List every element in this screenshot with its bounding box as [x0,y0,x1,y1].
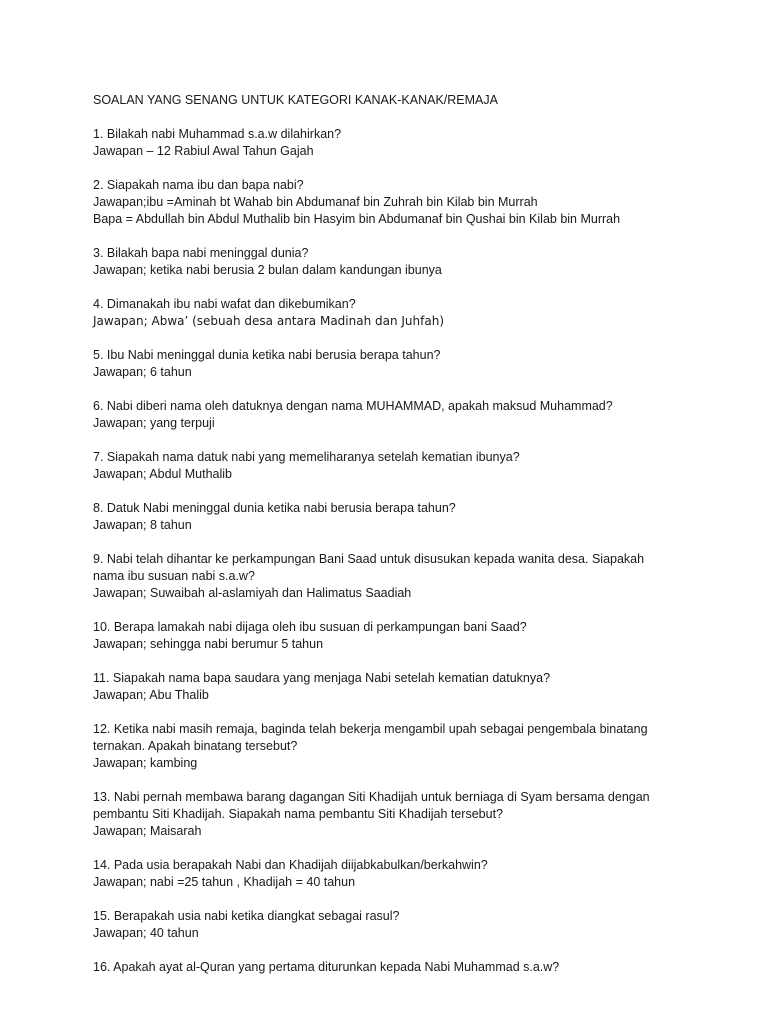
qa-item-7 [93,449,733,483]
question-4: 4. Dimanakah ibu nabi wafat dan dikebumikan? [93,297,356,311]
qa-item-5 [93,347,733,381]
qa-item-13 [93,789,733,840]
question-14: 14. Pada usia berapakah Nabi dan Khadijah diijabkabulkan/berkahwin? [93,858,488,872]
answer-7: Jawapan; Abdul Muthalib [93,467,232,481]
question-13-line-2: pembantu Siti Khadijah. Siapakah nama pembantu Siti Khadijah tersebut? [93,807,503,821]
qa-item-8 [93,500,733,534]
answer-11: Jawapan; Abu Thalib [93,688,209,702]
question-8: 8. Datuk Nabi meninggal dunia ketika nabi berusia berapa tahun? [93,501,456,515]
qa-item-11 [93,670,733,704]
question-10: 10. Berapa lamakah nabi dijaga oleh ibu susuan di perkampungan bani Saad? [93,620,527,634]
question-15: 15. Berapakah usia nabi ketika diangkat sebagai rasul? [93,909,400,923]
question-11: 11. Siapakah nama bapa saudara yang menjaga Nabi setelah kematian datuknya? [93,671,551,685]
answer-15: Jawapan; 40 tahun [93,926,199,940]
question-9-line-1: 9. Nabi telah dihantar ke perkampungan Bani Saad untuk disusukan kepada wanita desa. Siapakah [93,552,645,566]
qa-item-4 [93,296,733,330]
answer-2-line-1: Jawapan;ibu =Aminah bt Wahab bin Abdumanaf bin Zuhrah bin Kilab bin Murrah [93,195,538,209]
question-16: 16. Apakah ayat al-Quran yang pertama diturunkan kepada Nabi Muhammad s.a.w? [93,960,560,974]
answer-2-line-2: Bapa = Abdullah bin Abdul Muthalib bin Hasyim bin Abdumanaf bin Qushai bin Kilab bin Murrah [93,212,621,226]
qa-item-6 [93,398,733,432]
question-12-line-1: 12. Ketika nabi masih remaja, baginda telah bekerja mengambil upah sebagai pengembala binatang [93,722,648,736]
qa-item-14 [93,857,733,891]
answer-5: Jawapan; 6 tahun [93,365,192,379]
answer-13: Jawapan; Maisarah [93,824,202,838]
question-13-line-1: 13. Nabi pernah membawa barang dagangan Siti Khadijah untuk berniaga di Syam bersama dengan [93,790,650,804]
answer-9: Jawapan; Suwaibah al-aslamiyah dan Halimatus Saadiah [93,586,412,600]
question-2: 2. Siapakah nama ibu dan bapa nabi? [93,178,304,192]
qa-item-10 [93,619,733,653]
qa-item-12 [93,721,733,772]
qa-item-15 [93,908,733,942]
document-title: SOALAN YANG SENANG UNTUK KATEGORI KANAK-KANAK/REMAJA [93,93,498,107]
qa-item-2 [93,177,733,228]
qa-item-3 [93,245,733,279]
answer-3: Jawapan; ketika nabi berusia 2 bulan dalam kandungan ibunya [93,263,442,277]
answer-10: Jawapan; sehingga nabi berumur 5 tahun [93,637,324,651]
question-12-line-2: ternakan. Apakah binatang tersebut? [93,739,298,753]
answer-14: Jawapan; nabi =25 tahun , Khadijah = 40 tahun [93,875,356,889]
qa-item-9 [93,551,733,602]
qa-item-16 [93,959,733,976]
question-3: 3. Bilakah bapa nabi meninggal dunia? [93,246,309,260]
question-1: 1. Bilakah nabi Muhammad s.a.w dilahirkan? [93,127,342,141]
document-body [93,92,733,993]
qa-item-1 [93,126,733,160]
question-7: 7. Siapakah nama datuk nabi yang memeliharanya setelah kematian ibunya? [93,450,520,464]
answer-4: Jawapan; Abwa’ (sebuah desa antara Madinah dan Juhfah) [93,314,445,328]
question-6: 6. Nabi diberi nama oleh datuknya dengan nama MUHAMMAD, apakah maksud Muhammad? [93,399,613,413]
question-5: 5. Ibu Nabi meninggal dunia ketika nabi berusia berapa tahun? [93,348,441,362]
answer-12: Jawapan; kambing [93,756,198,770]
question-9-line-2: nama ibu susuan nabi s.a.w? [93,569,255,583]
answer-1: Jawapan – 12 Rabiul Awal Tahun Gajah [93,144,314,158]
answer-6: Jawapan; yang terpuji [93,416,215,430]
answer-8: Jawapan; 8 tahun [93,518,192,532]
